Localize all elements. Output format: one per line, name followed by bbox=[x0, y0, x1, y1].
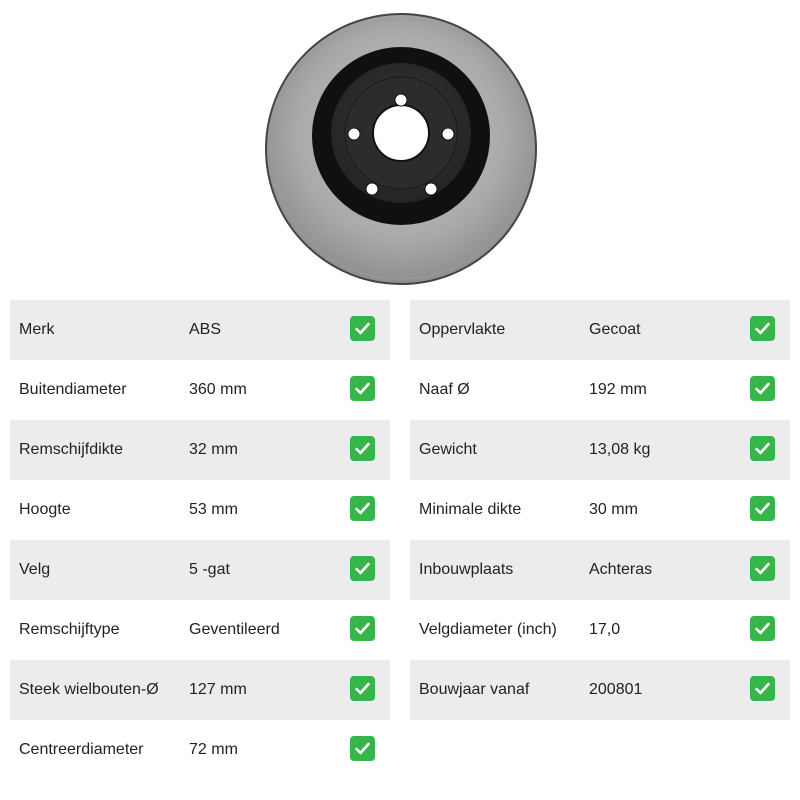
check-icon bbox=[350, 736, 375, 761]
spec-label: Remschijftype bbox=[19, 621, 120, 638]
spec-row bbox=[10, 600, 390, 660]
spec-value: 200801 bbox=[589, 681, 643, 698]
spec-row bbox=[10, 360, 390, 420]
check-icon bbox=[350, 436, 375, 461]
spec-label: Oppervlakte bbox=[419, 321, 506, 338]
spec-label: Velg bbox=[19, 561, 51, 578]
spec-table-right bbox=[410, 300, 790, 720]
check-icon bbox=[350, 556, 375, 581]
spec-label: Buitendiameter bbox=[19, 381, 127, 398]
check-icon bbox=[750, 316, 775, 341]
spec-table-left bbox=[10, 300, 390, 780]
check-icon bbox=[750, 436, 775, 461]
spec-label: Merk bbox=[19, 321, 55, 338]
check-icon bbox=[750, 556, 775, 581]
check-icon bbox=[350, 496, 375, 521]
check-icon bbox=[350, 616, 375, 641]
check-icon bbox=[350, 376, 375, 401]
spec-value: Geventileerd bbox=[189, 621, 280, 638]
spec-row bbox=[410, 600, 790, 660]
spec-row bbox=[10, 720, 390, 780]
spec-row bbox=[410, 300, 790, 360]
spec-value: 13,08 kg bbox=[589, 441, 651, 458]
spec-label: Velgdiameter (inch) bbox=[419, 621, 557, 638]
spec-value: 127 mm bbox=[189, 681, 247, 698]
spec-value: 32 mm bbox=[189, 441, 238, 458]
check-icon bbox=[750, 676, 775, 701]
spec-value: 192 mm bbox=[589, 381, 647, 398]
spec-row bbox=[410, 660, 790, 720]
spec-row bbox=[10, 660, 390, 720]
spec-value: 360 mm bbox=[189, 381, 247, 398]
brake-disc-icon bbox=[264, 12, 538, 286]
spec-value: 30 mm bbox=[589, 501, 638, 518]
spec-row bbox=[10, 420, 390, 480]
spec-label: Inbouwplaats bbox=[419, 561, 514, 578]
check-icon bbox=[750, 376, 775, 401]
product-image bbox=[0, 0, 800, 292]
spec-row bbox=[410, 480, 790, 540]
spec-row bbox=[410, 360, 790, 420]
spec-row bbox=[10, 480, 390, 540]
spec-value: Gecoat bbox=[589, 321, 641, 338]
spec-value: ABS bbox=[189, 321, 222, 338]
spec-value: 72 mm bbox=[189, 741, 238, 758]
spec-label: Gewicht bbox=[419, 441, 477, 458]
spec-label: Minimale dikte bbox=[419, 501, 522, 518]
spec-label: Naaf Ø bbox=[419, 381, 470, 398]
spec-value: 17,0 bbox=[589, 621, 621, 638]
check-icon bbox=[750, 616, 775, 641]
spec-row bbox=[10, 540, 390, 600]
spec-row bbox=[410, 540, 790, 600]
spec-label: Bouwjaar vanaf bbox=[419, 681, 530, 698]
check-icon bbox=[750, 496, 775, 521]
spec-label: Hoogte bbox=[19, 501, 71, 518]
spec-value: Achteras bbox=[589, 561, 653, 578]
check-icon bbox=[350, 676, 375, 701]
spec-row bbox=[410, 420, 790, 480]
spec-row bbox=[10, 300, 390, 360]
spec-label: Centreerdiameter bbox=[19, 741, 144, 758]
spec-value: 5 -gat bbox=[189, 561, 230, 578]
spec-label: Remschijfdikte bbox=[19, 441, 124, 458]
spec-value: 53 mm bbox=[189, 501, 238, 518]
spec-label: Steek wielbouten-Ø bbox=[19, 681, 159, 698]
check-icon bbox=[350, 316, 375, 341]
